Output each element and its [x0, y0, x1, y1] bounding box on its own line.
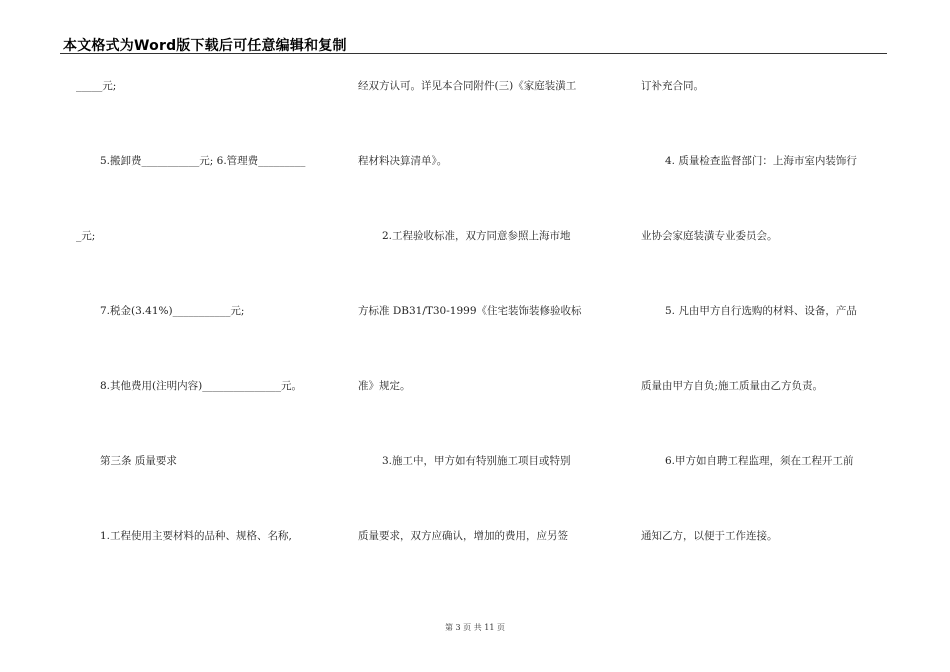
text-line: 5.搬卸费___________元; 6.管理费_________: [100, 155, 306, 167]
page-number-footer: 第 3 页 共 11 页: [445, 623, 505, 632]
text-line: 准》规定。: [358, 380, 411, 392]
text-line: 4. 质量检查监督部门：上海市室内装饰行: [665, 155, 857, 167]
text-line: 质量由甲方自负;施工质量由乙方负责。: [641, 380, 824, 392]
text-line: _元;: [76, 230, 96, 242]
text-line: 质量要求，双方应确认，增加的费用，应另签: [358, 530, 568, 542]
text-line: _____元;: [76, 80, 117, 92]
text-line: 8.其他费用(注明内容)_______________元。: [100, 380, 302, 392]
text-line: 订补充合同。: [641, 80, 704, 92]
text-line: 业协会家庭装潢专业委员会。: [641, 230, 778, 242]
text-line: 方标准 DB31/T30-1999《住宅装饰装修验收标: [358, 305, 582, 317]
text-column-left: [76, 0, 328, 672]
text-line: 6.甲方如自聘工程监理，须在工程开工前: [665, 455, 854, 467]
text-line: 2.工程验收标准，双方同意参照上海市地: [382, 230, 571, 242]
text-line: 程材料决算清单》。: [358, 155, 448, 167]
text-column-right: [641, 0, 886, 672]
section-heading: 第三条 质量要求: [100, 455, 177, 467]
text-line: 通知乙方，以便于工作连接。: [641, 530, 778, 542]
text-line: 5. 凡由甲方自行选购的材料、设备，产品: [665, 305, 857, 317]
document-header-title: 本文格式为Word版下载后可任意编辑和复制: [63, 38, 347, 54]
text-line: 经双方认可。详见本合同附件(三)《家庭装潢工: [358, 80, 577, 92]
text-line: 7.税金(3.41%)___________元;: [100, 305, 245, 317]
text-line: 1.工程使用主要材料的品种、规格、名称,: [100, 530, 292, 542]
text-line: 3.施工中，甲方如有特别施工项目或特别: [382, 455, 571, 467]
text-column-middle: [358, 0, 610, 672]
